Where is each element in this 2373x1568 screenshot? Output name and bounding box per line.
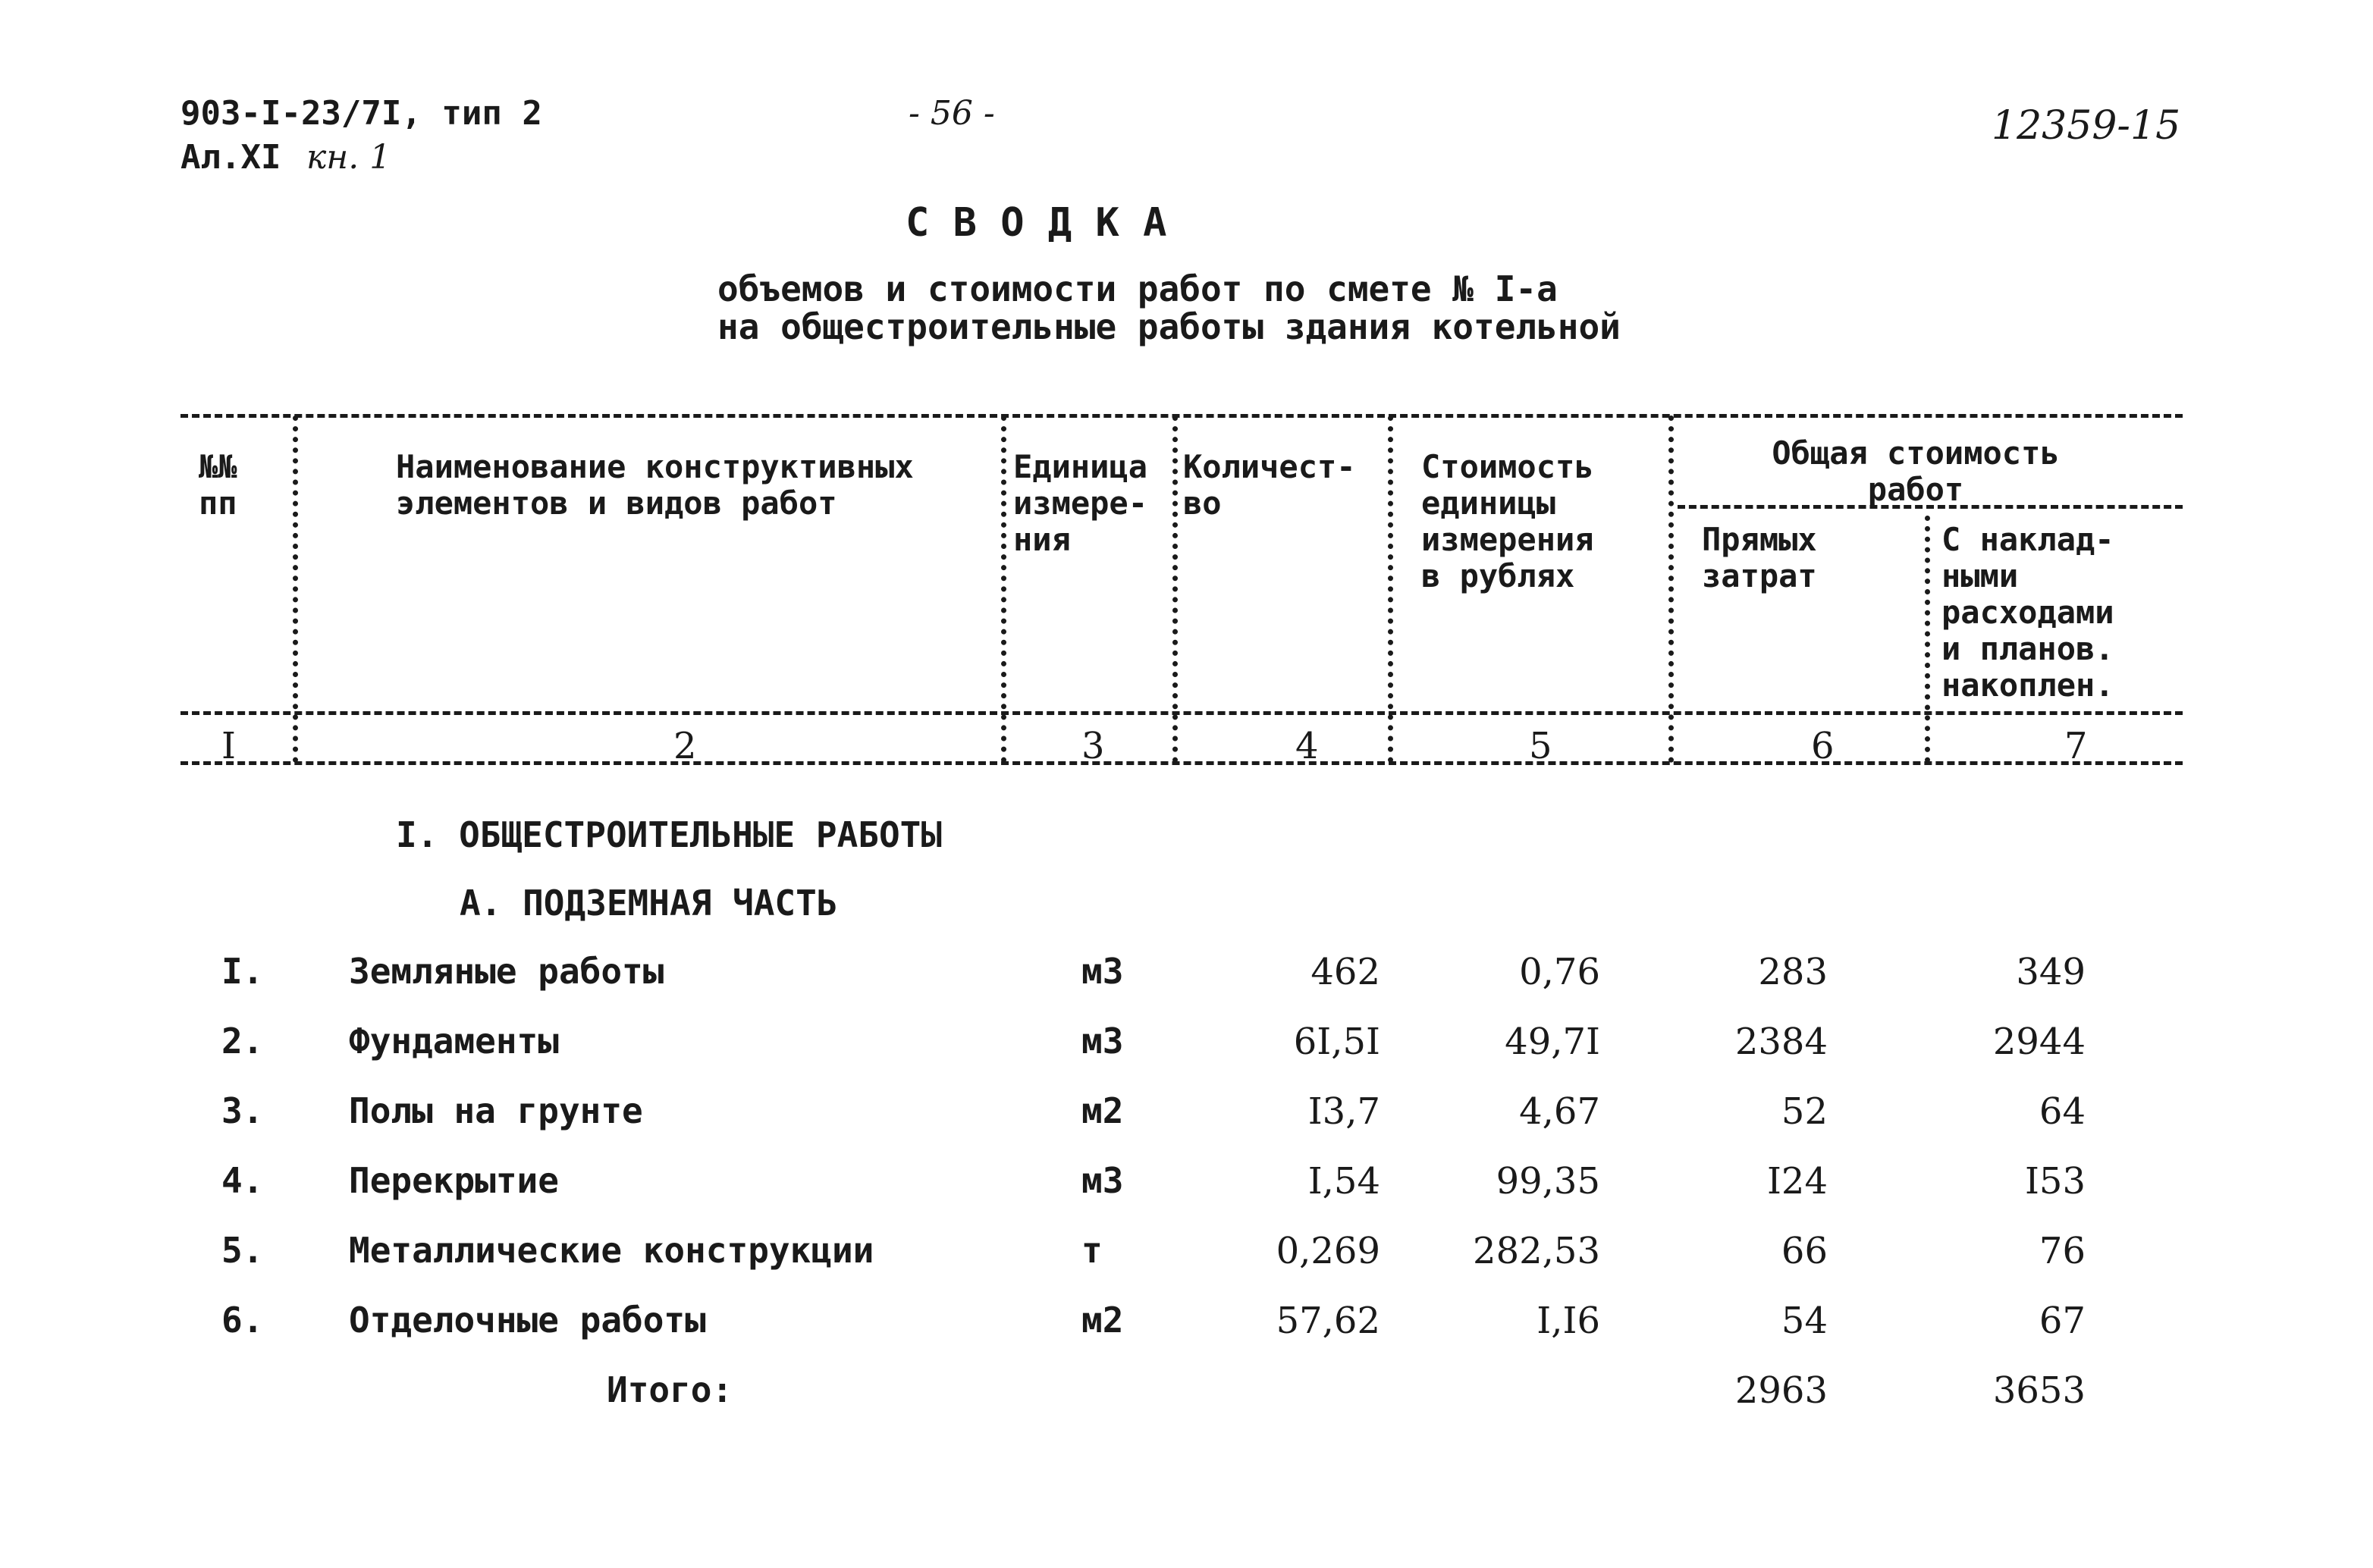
row-name: Фундаменты xyxy=(349,1021,559,1062)
header-bottom-rule xyxy=(180,711,2183,715)
row-qty: I3,7 xyxy=(1307,1090,1380,1133)
table-row xyxy=(0,1230,2373,1278)
row-unit-cost: 49,7I xyxy=(1505,1021,1600,1063)
row-unit-cost: 99,35 xyxy=(1496,1160,1600,1203)
row-qty: 462 xyxy=(1310,951,1380,993)
total-direct-cost: 2963 xyxy=(1734,1369,1828,1412)
section-heading: I. ОБЩЕСТРОИТЕЛЬНЫЕ РАБОТЫ xyxy=(396,814,943,855)
total-overall-cost: 3653 xyxy=(1992,1369,2086,1412)
row-name: Полы на грунте xyxy=(349,1090,643,1131)
header-group-total-cost: Общая стоимость работ xyxy=(1772,434,2060,508)
table-row xyxy=(0,951,2373,999)
row-total-cost: 67 xyxy=(2039,1300,2086,1342)
column-divider-4 xyxy=(1388,416,1393,763)
row-unit: м3 xyxy=(1081,951,1124,992)
row-qty: 57,62 xyxy=(1276,1300,1380,1342)
column-number-2: 2 xyxy=(673,725,697,767)
document-code: 903-I-23/7I, тип 2 xyxy=(180,94,542,133)
row-qty: I,54 xyxy=(1307,1160,1380,1203)
table-top-rule xyxy=(180,414,2183,418)
row-number: 3. xyxy=(221,1090,264,1131)
column-number-7: 7 xyxy=(2064,725,2088,767)
document-heading: С В О Д К А xyxy=(906,200,1167,246)
title-line-2: на общестроительные работы здания котельной xyxy=(717,306,1621,347)
column-number-3: 3 xyxy=(1081,725,1105,767)
row-total-cost: 76 xyxy=(2039,1230,2086,1272)
column-divider-5 xyxy=(1668,416,1674,763)
row-unit: м3 xyxy=(1081,1160,1124,1201)
header-col-unit-cost: Стоимость единицы измерения в рублях xyxy=(1421,448,1594,594)
header-col-unit: Единица измере- ния xyxy=(1013,448,1148,558)
column-number-5: 5 xyxy=(1529,725,1552,767)
table-row xyxy=(0,1021,2373,1069)
header-col-qty: Количест- во xyxy=(1183,448,1356,522)
column-numbers-rule xyxy=(180,761,2183,765)
column-number-4: 4 xyxy=(1295,725,1319,767)
table-row xyxy=(0,1300,2373,1348)
column-divider-3 xyxy=(1172,416,1178,763)
row-number: 6. xyxy=(221,1300,264,1341)
row-number: 2. xyxy=(221,1021,264,1062)
row-unit-cost: 4,67 xyxy=(1519,1090,1600,1133)
row-unit: м2 xyxy=(1081,1090,1124,1131)
row-name: Перекрытие xyxy=(349,1160,559,1201)
header-col-total: С наклад- ными расходами и планов. накоплен. xyxy=(1941,521,2114,704)
total-label: Итого: xyxy=(607,1369,733,1410)
row-name: Отделочные работы xyxy=(349,1300,706,1341)
column-divider-6 xyxy=(1925,516,1930,763)
row-direct-cost: 66 xyxy=(1781,1230,1828,1272)
row-qty: 6I,5I xyxy=(1293,1021,1380,1063)
column-divider-1 xyxy=(293,416,298,763)
row-direct-cost: 283 xyxy=(1758,951,1828,993)
row-name: Земляные работы xyxy=(349,951,664,992)
row-number: I. xyxy=(221,951,264,992)
row-unit-cost: I,I6 xyxy=(1536,1300,1600,1342)
row-number: 5. xyxy=(221,1230,264,1271)
column-number-6: 6 xyxy=(1811,725,1835,767)
row-total-cost: 64 xyxy=(2039,1090,2086,1133)
row-unit: м2 xyxy=(1081,1300,1124,1341)
archive-number: 12359-15 xyxy=(1992,103,2181,149)
column-divider-2 xyxy=(1001,416,1006,763)
header-col-num: №№ пп xyxy=(199,448,237,522)
row-direct-cost: 2384 xyxy=(1734,1021,1828,1063)
row-direct-cost: 52 xyxy=(1781,1090,1828,1133)
header-col-direct: Прямых затрат xyxy=(1702,521,1817,594)
row-unit: т xyxy=(1081,1230,1103,1271)
row-total-cost: 2944 xyxy=(1992,1021,2086,1063)
row-unit-cost: 282,53 xyxy=(1473,1230,1600,1272)
column-number-1: I xyxy=(221,725,236,767)
row-direct-cost: I24 xyxy=(1766,1160,1828,1203)
row-qty: 0,269 xyxy=(1276,1230,1380,1272)
subsection-heading: А. ПОДЗЕМНАЯ ЧАСТЬ xyxy=(460,883,838,924)
row-total-cost: 349 xyxy=(2016,951,2086,993)
total-row xyxy=(0,1369,2373,1418)
row-unit-cost: 0,76 xyxy=(1519,951,1600,993)
book-number-handwritten: кн. 1 xyxy=(306,138,391,177)
row-total-cost: I53 xyxy=(2024,1160,2086,1203)
album-number: Ал.XI xyxy=(180,138,281,177)
table-row xyxy=(0,1160,2373,1209)
row-name: Металлические конструкции xyxy=(349,1230,874,1271)
header-col-name: Наименование конструктивных элементов и видов работ xyxy=(396,448,914,522)
page-number: - 56 - xyxy=(909,94,995,133)
row-unit: м3 xyxy=(1081,1021,1124,1062)
table-row xyxy=(0,1090,2373,1139)
row-number: 4. xyxy=(221,1160,264,1201)
row-direct-cost: 54 xyxy=(1781,1300,1828,1342)
title-line-1: объемов и стоимости работ по смете № I-а xyxy=(717,268,1558,309)
